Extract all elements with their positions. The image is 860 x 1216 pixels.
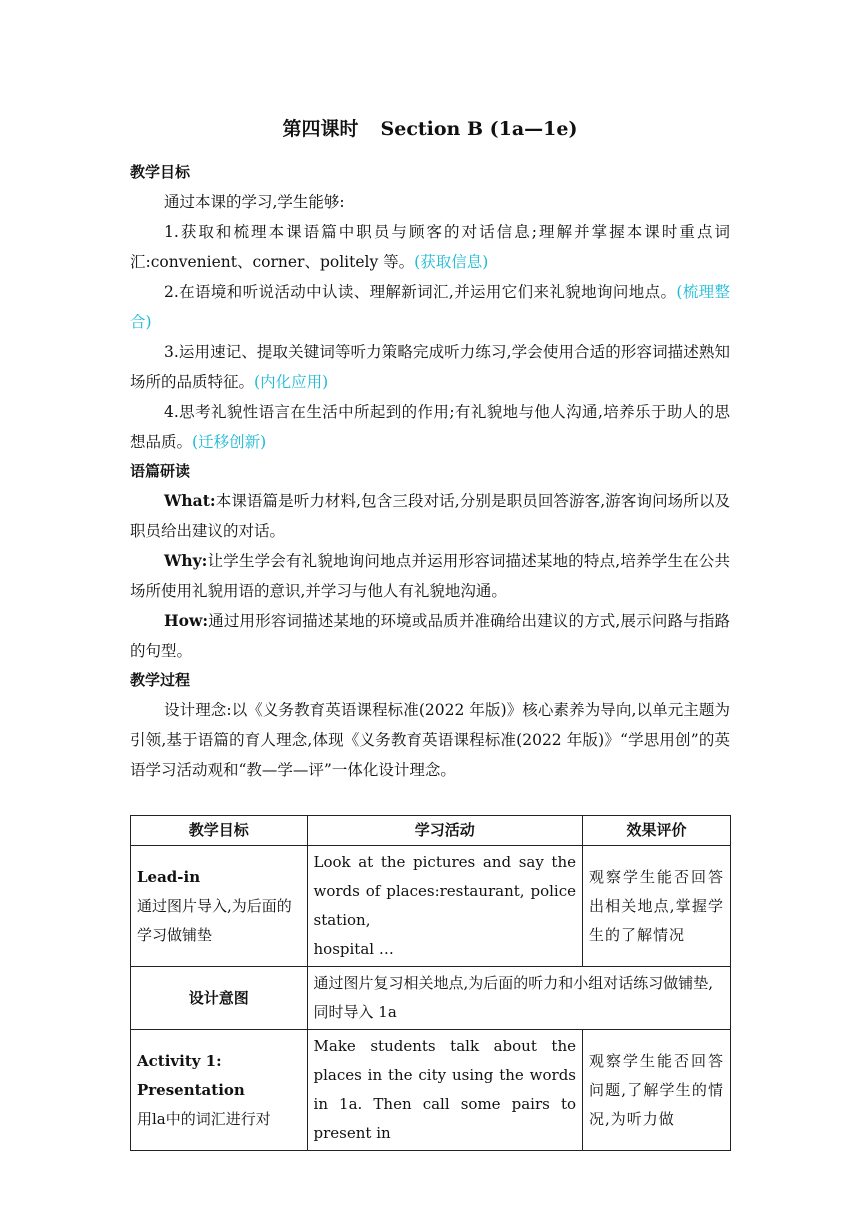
objective-tag: (梳理整合) xyxy=(130,283,730,331)
goal-title: Lead-in xyxy=(137,867,201,886)
goal-text: 通过图片导入,为后面的学习做铺垫 xyxy=(137,896,292,944)
table-row xyxy=(131,846,731,967)
analysis-how: How:通过用形容词描述某地的环境或品质并准确给出建议的方式,展示问路与指路的句型。 xyxy=(130,611,730,660)
activity-text-cont: hospital … xyxy=(313,940,394,958)
lesson-number: 第四课时 xyxy=(282,118,359,140)
document-body xyxy=(130,158,730,785)
goal-cell xyxy=(131,1030,308,1151)
objective-tag: (内化应用) xyxy=(254,373,329,391)
table-row xyxy=(131,1030,731,1151)
analysis-why: Why:让学生学会有礼貌地询问地点并运用形容词描述某地的特点,培养学生在公共场所使用礼貌用语的意识,并学习与他人有礼貌地沟通。 xyxy=(130,551,730,600)
section-name: Section B (1a—1e) xyxy=(380,118,578,140)
header-activity: 学习活动 xyxy=(307,816,582,846)
design-intent-label: 设计意图 xyxy=(131,967,308,1030)
activity-cell: Make students talk about the places in the city using the words in 1a. Then call some pairs to present in xyxy=(307,1030,582,1151)
page-title xyxy=(0,114,860,141)
objective-item-3: 3.运用速记、提取关键词等听力策略完成听力练习,学会使用合适的形容词描述熟知场所的品质特征。(内化应用) xyxy=(130,343,730,391)
evaluation-cell: 观察学生能否回答出相关地点,掌握学生的了解情况 xyxy=(583,846,731,967)
table-row xyxy=(131,967,731,1030)
goal-title: Activity 1: xyxy=(137,1051,222,1070)
objectives-intro: 通过本课的学习,学生能够: xyxy=(164,193,345,211)
goal-text: 用la中的词汇进行对 xyxy=(137,1109,271,1128)
goal-cell xyxy=(131,846,308,967)
design-intent-text: 通过图片复习相关地点,为后面的听力和小组对话练习做铺垫,同时导入 1a xyxy=(307,967,730,1030)
goal-subtitle: Presentation xyxy=(137,1080,245,1099)
objective-tag: (迁移创新) xyxy=(192,433,267,451)
teaching-process-table xyxy=(130,815,731,1151)
objective-item-2: 2.在语境和听说活动中认读、理解新词汇,并运用它们来礼貌地询问地点。(梳理整合) xyxy=(130,283,730,331)
header-evaluation: 效果评价 xyxy=(583,816,731,846)
table-header-row xyxy=(131,816,731,846)
header-goal: 教学目标 xyxy=(131,816,308,846)
analysis-what: What:本课语篇是听力材料,包含三段对话,分别是职员回答游客,游客询问场所以及职员给出建议的对话。 xyxy=(130,491,730,540)
activity-text: Look at the pictures and say the words of places:restaurant, police station, xyxy=(313,853,576,929)
analysis-heading: 语篇研读 xyxy=(130,462,191,480)
objective-tag: (获取信息) xyxy=(414,253,489,271)
objectives-heading: 教学目标 xyxy=(130,163,191,181)
activity-cell xyxy=(307,846,582,967)
objective-item-1: 1.获取和梳理本课语篇中职员与顾客的对话信息;理解并掌握本课时重点词汇:convenient、corner、politely 等。(获取信息) xyxy=(130,223,730,271)
design-concept: 设计理念:以《义务教育英语课程标准(2022 年版)》核心素养为导向,以单元主题为引领,基于语篇的育人理念,体现《义务教育英语课程标准(2022 年版)》“学思用创”的英语学习活动观和“教—学—评”一体化设计理念。 xyxy=(130,701,730,779)
objective-item-4: 4.思考礼貌性语言在生活中所起到的作用;有礼貌地与他人沟通,培养乐于助人的思想品质。(迁移创新) xyxy=(130,403,730,451)
evaluation-cell: 观察学生能否回答问题,了解学生的情况,为听力做 xyxy=(583,1030,731,1151)
process-heading: 教学过程 xyxy=(130,671,191,689)
